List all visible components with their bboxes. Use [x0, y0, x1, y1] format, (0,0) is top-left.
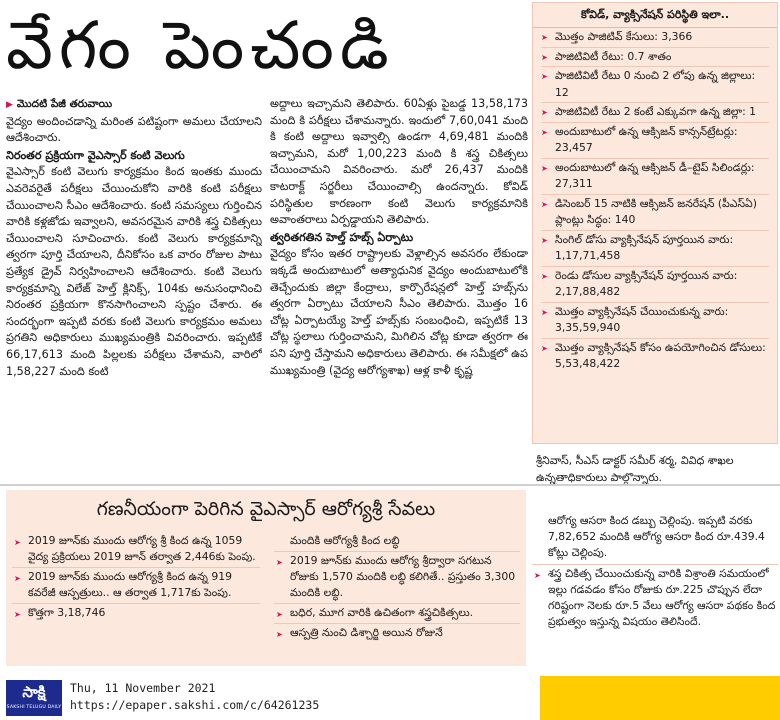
covid-box-title: కోవిడ్‌, వ్యాక్సినేషన్‌ పరిస్థితి ఇలా..	[533, 3, 777, 28]
arrow-bullet-icon: ➤	[541, 52, 548, 62]
list-item-text: మొత్తం పాజిటివ్‌ కేసులు: 3,366	[555, 30, 693, 43]
list-item-text: పాజిటివిటీ రేటు 2 కంటే ఎక్కువగా ఉన్న జిల్లా: 1	[555, 105, 757, 118]
list-item	[274, 604, 520, 624]
arrow-bullet-icon: ➤	[14, 610, 21, 619]
list-item	[274, 552, 520, 604]
edition-date: Thu, 11 November 2021	[70, 681, 216, 695]
arrow-bullet-icon: ➤	[541, 271, 548, 281]
article-continuation-right: శ్రీనివాస్‌, సీఎస్‌ డాక్టర్‌ సమీర్‌ శర్మ, వివిధ శాఖల ఉన్నతాధికారులు పాల్గొన్నారు.	[536, 454, 734, 484]
list-item-text: సింగిల్‌ డోసు వ్యాక్సినేషన్‌ పూర్తయిన వారు: 1,17,71,458	[555, 232, 734, 262]
list-item-text: పాజిటివిటీ రేటు: 0.7 శాతం	[555, 49, 672, 63]
arogya-section-box	[6, 528, 526, 666]
subheading: నిరంతర ప్రక్రియగా వైఎస్సార్‌ కంటి వెలుగు	[6, 148, 185, 162]
paragraph: వైద్యం కోసం ఇతర రాష్ట్రాలకు వెళ్లాల్సిన అవసరం లేకుండా ఇక్కడే అందుబాటులో అత్యాధునిక వైద్యం అందుబాటులోకి తెచ్చేందుకు జిల్లా కేంద్రాలు, కార్పొరేషన్లలో హెల్త్‌ హబ్స్‌ను త్వరగా ఏర్పాటు చేయాలని సీఎం తెలిపారు. మొత్తం 16 చోట్ల ఏర్పాటయ్యే హెల్త్‌ హబ్స్‌కు సంబంధించి, ఇప్పటికే 13 చోట్ల స్థలాలు గుర్తించామని, మిగిలిన చోట్ల కూడా త్వరగా ఈ పని పూర్తి చేస్తామని అధికారులు తెలిపారు. ఈ సమీక్షలో ఉప ముఖ్యమంత్రి (వైద్య ఆరోగ్యశాఖ) ఆళ్ల కాళీ కృష్ణ	[270, 247, 528, 377]
list-item-text: శస్త్ర చికిత్స చేయించుకున్న వారికి విశ్రాంతి సమయంలో ఇల్లు గడవడం కోసం రోజుకు రూ.225 చొప్పున లేదా గరిష్టంగా నెలకు రూ.5 వేలు ఆరోగ్య ఆసరా పథకం కింద ప్రభుత్వం ఇస్తున్న విషయం తెలిసిందే.	[548, 567, 776, 628]
footer-yellow-strip	[540, 676, 780, 720]
arrow-bullet-icon: ➤	[541, 307, 548, 317]
list-item	[541, 339, 769, 374]
arrow-bullet-icon: ➤	[276, 630, 283, 639]
arrow-bullet-icon: ➤	[541, 108, 548, 117]
list-item-text: కొత్తగా 3,18,746	[28, 606, 106, 619]
list-item: ఆరోగ్య ఆసరా కింద డబ్బు చెల్లింపు. ఇప్పటి వరకు 7,82,652 మందికి ఆరోగ్య ఆసరా కింద రూ.439.4 కోట్లు చెల్లింపు.	[532, 512, 778, 565]
list-item-text: 2019 జూన్‌కు ముందు ఆరోగ్య శ్రీ కింద ఉన్న 1059 వైద్య ప్రక్రియలు 2019 జూన్‌ తర్వాత 2,446కు పెంపు.	[28, 534, 256, 563]
paragraph: వైఎస్సార్‌ కంటి వెలుగు కార్యక్రమం కింద ఇంతకు ముందు ఎవరెవరైతే పరీక్షలు చేయించుకోని వారికి కంటి పరీక్షలు చేయించాలని సీఎం ఆదేశించారు. కంటి సమస్యలు గుర్తించిన వారికి కళ్లజోడు ఇవ్వాలని, అవసరమైన వారికి శస్త్ర చికిత్సలు చేయించాలని సూచించారు. కంటి వెలుగు కార్యక్రమాన్ని త్వరగా పూర్తి చేయాలని, దీనికోసం ఒక వారం రోజుల పాటు ప్రత్యేక డ్రైవ్‌ నిర్వహించాలని ఆదేశించారు. కంటి వెలుగు కార్యక్రమాన్ని విలేజ్‌ హెల్త్‌ క్లినిక్స్‌, 104కు అనుసంధానించి నిరంతర ప్రక్రియగా కొనసాగించాలని స్పష్టం చేశారు. ఈ సందర్భంగా ఇప్పటి వరకు కంటి వెలుగు కార్యక్రమం అమలు ప్రగతిని అధికారులు ముఖ్యమంత్రికి వివరించారు. ఇప్పటికే 66,17,613 మంది పిల్లలకు పరీక్షలు చేశామని, వారిలో 1,58,227 మంది కంటి	[6, 165, 262, 378]
list-item-text: మొత్తం వ్యాక్సినేషన్‌ కోసం ఉపయోగించిన డోసులు: 5,53,48,422	[555, 340, 766, 370]
paragraph: వైద్యం అందించడాన్ని మరింత పటిష్టంగా అమలు చేయాలని ఆదేశించారు.	[6, 114, 262, 145]
arrow-bullet-icon: ➤	[541, 235, 548, 245]
arrow-bullet-icon: ➤	[541, 127, 548, 137]
list-item	[541, 159, 769, 195]
list-item-text: డిసెంబర్‌ 15 నాటికి ఆక్సిజన్‌ జనరేషన్‌ (పీఎస్‌ఏ) ప్లాంట్లు సిద్ధం: 140	[555, 196, 757, 226]
list-item-text: 2019 జూన్‌కు ముందు ఆరోగ్య శ్రీద్వారా సగటున రోజుకు 1,570 మందికి లబ్ధి కలిగితే.. ప్రస్తుతం 3,300 మందికి లబ్ధి.	[290, 554, 516, 599]
list-item-text: బధిర, మూగ వారికి ఉచితంగా శస్త్రచికిత్సలు.	[290, 606, 474, 619]
article-column-middle	[270, 96, 528, 482]
arrow-bullet-icon: ➤	[276, 610, 283, 619]
triangle-bullet-icon: ▶	[6, 100, 13, 110]
headline: వేగం పెంచండి	[6, 7, 395, 84]
list-item	[541, 48, 769, 68]
list-item	[541, 231, 769, 267]
arrow-bullet-icon: ➤	[541, 199, 548, 209]
logo-tagline: SAKSHI TELUGU DAILY	[6, 705, 62, 710]
subheading: త్వరితగతిన హెల్త్‌ హబ్స్‌ ఏర్పాటు	[270, 230, 414, 244]
logo-wordmark: సాక్షి	[22, 683, 46, 701]
paragraph: అద్దాలు ఇచ్చామని తెలిపారు. 60ఏళ్లు పైబడ్డ 13,58,173 మంది కి పరీక్షలు చేశామన్నారు. ఇందులో 7,60,041 మంది కి కంటి అద్దాలు ఇవ్వాల్సి ఉండగా 4,69,481 మందికి ఇచ్చామని, మరో 1,00,223 మంది కి శస్త్ర చికిత్సలు చేయించామని వివరించారు. మరో 26,437 మందికి కాటరాక్ట్‌ సర్జరీలు చేయించాల్సి ఉందన్నారు. కోవిడ్‌ పరిస్థితుల కారణంగా కంటి వెలుగు కార్యక్రమానికి అవాంతరాలు ఏర్పడ్డాయని తెలిపారు.	[270, 97, 528, 227]
list-item-text: పాజిటివిటీ రేటు 0 నుంచి 2 లోపు ఉన్న జిల్లాలు: 12	[555, 69, 756, 99]
list-item	[541, 103, 769, 123]
list-item	[541, 267, 769, 303]
continued-text: మొదటి పేజీ తరువాయి	[16, 98, 113, 110]
list-item-text: ఆస్పత్రి నుంచి డిశ్చార్జి అయిన రోజునే	[290, 626, 443, 639]
arrow-bullet-icon: ➤	[14, 538, 21, 547]
arrow-bullet-icon: ➤	[541, 163, 548, 173]
arrow-bullet-icon: ➤	[276, 558, 283, 567]
list-item-text: రెండు డోసుల వ్యాక్సినేషన్‌ పూర్తయిన వారు: 2,17,88,482	[555, 268, 738, 298]
list-item	[12, 532, 260, 568]
sakshi-logo	[6, 680, 62, 716]
list-item	[541, 195, 769, 231]
arrow-bullet-icon: ➤	[534, 571, 541, 580]
list-item	[12, 568, 260, 604]
arogya-section-title: గణనీయంగా పెరిగిన వైఎస్సార్‌ ఆరోగ్యశ్రీ సేవలు	[6, 490, 526, 528]
list-item	[12, 604, 260, 623]
footer-meta	[70, 680, 319, 714]
list-item-text: అందుబాటులో ఉన్న ఆక్సిజన్‌ కాన్సన్‌ట్రేటర్లు: 23,457	[555, 124, 738, 154]
epaper-link[interactable]: https://epaper.sakshi.com/c/64261235	[70, 698, 320, 712]
section-divider	[0, 484, 780, 486]
arogya-column-1	[12, 532, 260, 623]
list-item	[541, 28, 769, 48]
list-item	[541, 123, 769, 159]
article-column-left	[6, 96, 262, 482]
list-item: మందికి ఆరోగ్యశ్రీ కింద లబ్ధి	[274, 532, 520, 552]
continued-label	[6, 96, 262, 114]
covid-status-box	[532, 2, 778, 444]
arrow-bullet-icon: ➤	[541, 343, 548, 353]
arrow-bullet-icon: ➤	[541, 72, 548, 81]
covid-stats-list	[533, 28, 777, 374]
list-item	[274, 624, 520, 643]
arrow-bullet-icon: ➤	[541, 33, 548, 42]
arrow-bullet-icon: ➤	[14, 574, 21, 583]
list-item	[541, 67, 769, 103]
list-item-text: అందుబాటులో ఉన్న ఆక్సిజన్‌ డీ–టైప్‌ సిలిండర్లు: 27,311	[555, 160, 755, 190]
list-item	[541, 303, 769, 339]
list-item	[532, 565, 778, 633]
arogya-column-3	[532, 512, 778, 633]
article-body	[6, 96, 530, 482]
arogya-column-2	[274, 532, 520, 643]
list-item-text: 2019 జూన్‌కు ముందు ఆరోగ్యశ్రీ కింద ఉన్న 919 కవరేజీ ఆస్పత్రులు.. ఆ తర్వాత 1,717కు పెంపు.	[28, 570, 232, 599]
list-item-text: మొత్తం వ్యాక్సినేషన్‌ చేయించుకున్న వారు: 3,35,59,940	[555, 304, 729, 334]
